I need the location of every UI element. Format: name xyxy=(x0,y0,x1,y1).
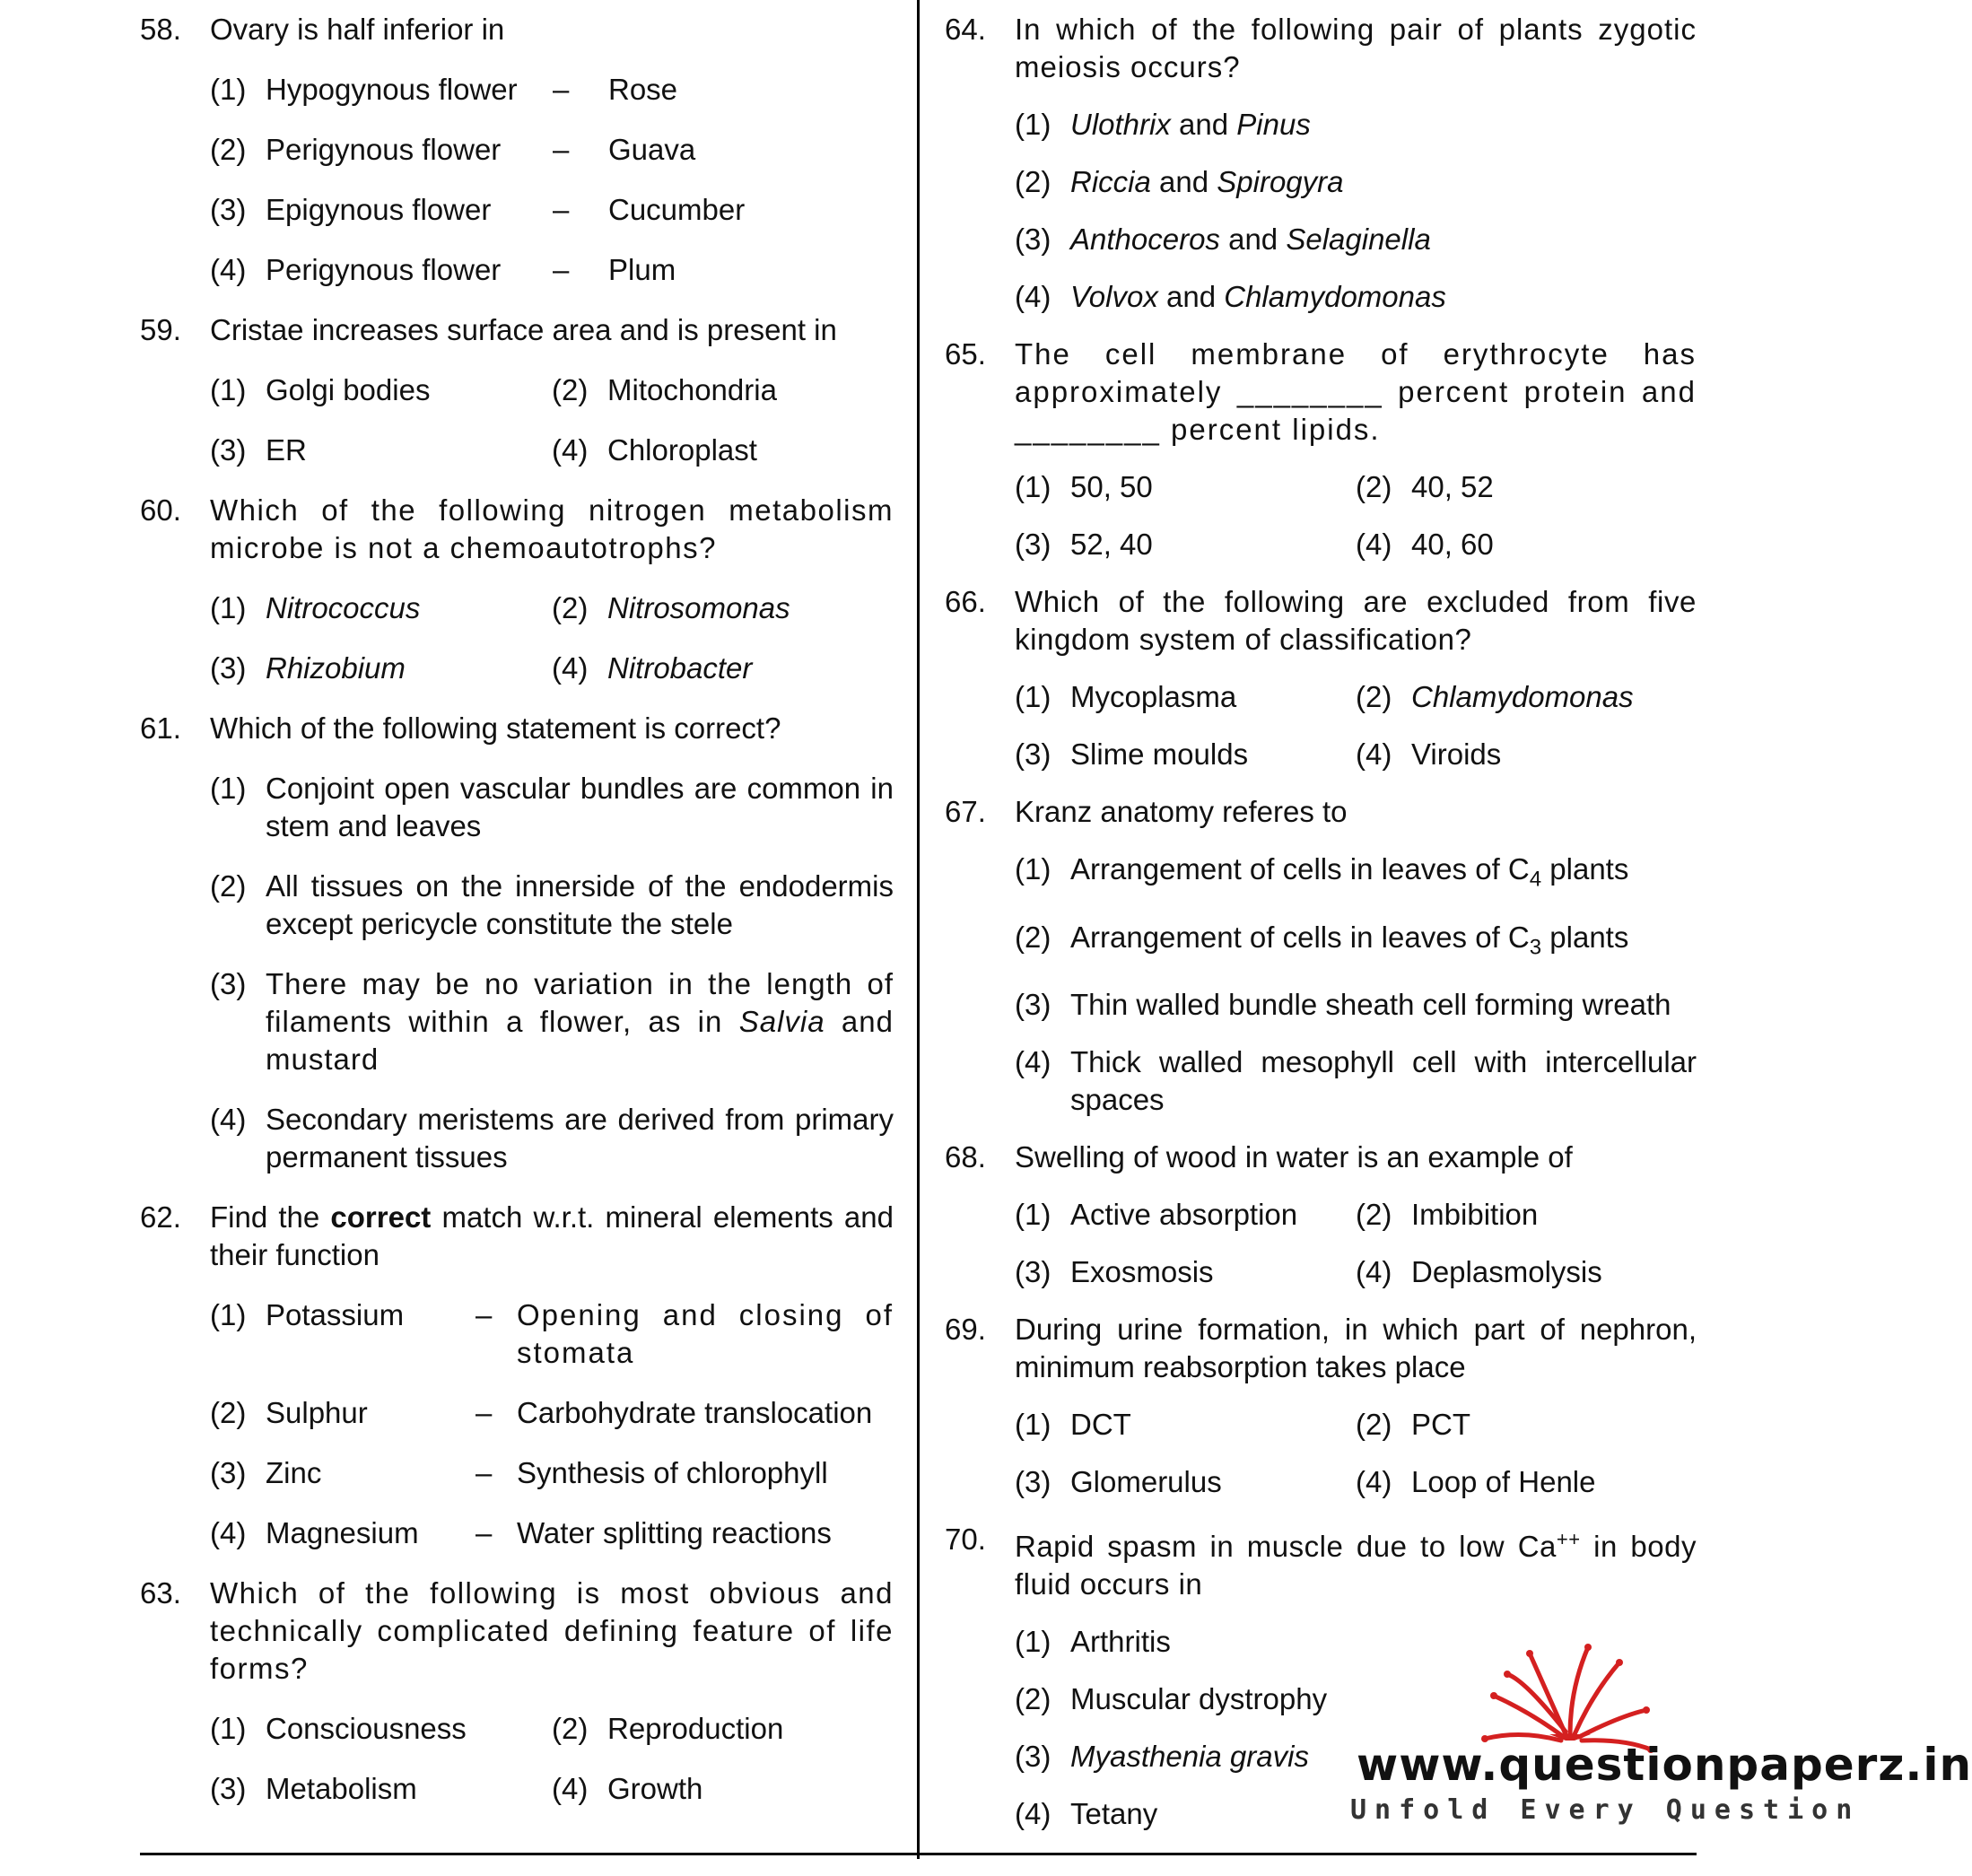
question-text: Kranz anatomy referes to xyxy=(1015,795,1348,828)
question-number: 63. xyxy=(140,1576,181,1610)
option[interactable]: (1) 50, 50 xyxy=(1015,470,1153,503)
option[interactable]: (4) Secondary meristems are derived from primary permanent tissues xyxy=(210,1103,894,1174)
option[interactable]: (2) Nitrosomonas xyxy=(552,591,790,624)
option[interactable]: (4) 40, 60 xyxy=(1356,528,1494,561)
question-text: Which of the following is most obvious and technically complicated defining feature of life forms? xyxy=(210,1576,894,1685)
question-number: 65. xyxy=(945,337,986,371)
column-divider xyxy=(917,0,920,1859)
option[interactable]: (2) Chlamydomonas xyxy=(1356,680,1634,713)
question-58 xyxy=(140,11,894,289)
answer-blank: ________ xyxy=(1015,413,1161,446)
answer-blank: ________ xyxy=(1236,375,1383,408)
option[interactable]: (1) Nitrococcus xyxy=(210,591,421,624)
option[interactable]: (4) Deplasmolysis xyxy=(1356,1255,1602,1289)
option[interactable]: (4) Tetany xyxy=(1015,1797,1158,1831)
option[interactable]: (2) Sulphur – Carbohydrate translocation xyxy=(210,1396,873,1429)
option[interactable]: (3) Exosmosis xyxy=(1015,1255,1214,1289)
option[interactable]: (1) Ulothrix and Pinus xyxy=(1015,108,1311,141)
option[interactable]: (1) Potassium – Opening and closing of stomata xyxy=(210,1298,894,1369)
question-number: 70. xyxy=(945,1523,986,1557)
option[interactable]: (4) Viroids xyxy=(1356,737,1502,771)
question-number: 69. xyxy=(945,1313,986,1347)
option[interactable]: (2) Mitochondria xyxy=(552,373,777,406)
option[interactable]: (4) Volvox and Chlamydomonas xyxy=(1015,280,1446,313)
option[interactable]: (1) DCT xyxy=(1015,1408,1131,1442)
question-text: Cristae increases surface area and is present in xyxy=(210,313,837,346)
option[interactable]: (1) Mycoplasma xyxy=(1015,680,1237,713)
right-column xyxy=(945,11,1697,1833)
option[interactable]: (4) Chloroplast xyxy=(552,433,757,467)
option[interactable]: (3) Myasthenia gravis xyxy=(1015,1740,1309,1774)
question-60 xyxy=(140,492,894,687)
question-69 xyxy=(945,1311,1697,1501)
option[interactable]: (3) There may be no variation in the length of filaments within a flower, as in Salvia and mustard xyxy=(210,967,894,1076)
question-text: Rapid spasm in muscle due to low Ca++ in body fluid occurs in xyxy=(1015,1528,1697,1601)
option[interactable]: (1) Arrangement of cells in leaves of $C_4$ plants xyxy=(1015,852,1629,892)
option[interactable]: (4) Nitrobacter xyxy=(552,651,753,685)
question-63 xyxy=(140,1575,894,1808)
option[interactable]: (4) Loop of Henle xyxy=(1356,1465,1596,1499)
question-61 xyxy=(140,710,894,1176)
question-number: 68. xyxy=(945,1140,986,1174)
option[interactable]: (4) Perigynous flower – Plum xyxy=(210,253,676,286)
bottom-rule xyxy=(140,1853,1697,1855)
option[interactable]: (1) Hypogynous flower – Rose xyxy=(210,73,678,106)
option[interactable]: (3) Rhizobium xyxy=(210,651,406,685)
option[interactable]: (3) Epigynous flower – Cucumber xyxy=(210,193,746,226)
logo-tagline: Unfold Every Question xyxy=(1350,1794,1861,1826)
option[interactable]: (2) Reproduction xyxy=(552,1712,784,1745)
option[interactable]: (3) Metabolism xyxy=(210,1772,417,1805)
option[interactable]: (2) Riccia and Spirogyra xyxy=(1015,165,1344,198)
option[interactable]: (4) Growth xyxy=(552,1772,703,1805)
question-number: 64. xyxy=(945,13,986,46)
question-67 xyxy=(945,793,1697,1119)
option[interactable]: (2) All tissues on the innerside of the endodermis except pericycle constitute the stele xyxy=(210,869,894,940)
question-number: 58. xyxy=(140,13,181,46)
question-number: 61. xyxy=(140,711,181,745)
option[interactable]: (1) Active absorption xyxy=(1015,1198,1298,1232)
option[interactable]: (1) Arthritis xyxy=(1015,1625,1171,1659)
question-text: Ovary is half inferior in xyxy=(210,13,505,46)
option[interactable]: (2) Perigynous flower – Guava xyxy=(210,133,696,166)
question-text: The cell membrane of erythrocyte has approximately ________ percent protein and ________ percent lipids. xyxy=(1015,337,1697,446)
option[interactable]: (3) Zinc – Synthesis of chlorophyll xyxy=(210,1456,828,1489)
option[interactable]: (2) PCT xyxy=(1356,1408,1470,1442)
question-62 xyxy=(140,1199,894,1552)
question-number: 59. xyxy=(140,313,181,346)
option[interactable]: (1) Conjoint open vascular bundles are common in stem and leaves xyxy=(210,772,894,842)
question-59 xyxy=(140,311,894,469)
option[interactable]: (4) Thick walled mesophyll cell with intercellular spaces xyxy=(1015,1045,1697,1117)
question-text: Which of the following are excluded from five kingdom system of classification? xyxy=(1015,585,1697,656)
question-text: Find the correct match w.r.t. mineral elements and their function xyxy=(210,1200,894,1271)
option[interactable]: (2) Muscular dystrophy xyxy=(1015,1682,1328,1716)
option[interactable]: (2) Arrangement of cells in leaves of $C_3$ plants xyxy=(1015,920,1629,960)
question-68 xyxy=(945,1139,1697,1291)
option[interactable]: (3) Thin walled bundle sheath cell forming wreath xyxy=(1015,988,1671,1022)
left-column xyxy=(140,11,894,1808)
option[interactable]: (3) Glomerulus xyxy=(1015,1465,1222,1499)
question-text: During urine formation, in which part of nephron, minimum reabsorption takes place xyxy=(1015,1313,1697,1384)
question-text: Which of the following statement is correct? xyxy=(210,711,781,745)
question-text: Which of the following nitrogen metabolism microbe is not a chemoautotrophs? xyxy=(210,493,894,564)
option[interactable]: (2) Imbibition xyxy=(1356,1198,1539,1232)
option[interactable]: (1) Golgi bodies xyxy=(210,373,431,406)
question-65 xyxy=(945,336,1697,563)
question-number: 66. xyxy=(945,585,986,618)
question-number: 67. xyxy=(945,795,986,828)
option[interactable]: (4) Magnesium – Water splitting reactions xyxy=(210,1516,832,1549)
option[interactable]: (3) Slime moulds xyxy=(1015,737,1249,771)
option[interactable]: (1) Consciousness xyxy=(210,1712,467,1745)
option[interactable]: (2) 40, 52 xyxy=(1356,470,1494,503)
question-number: 60. xyxy=(140,493,181,527)
question-text: In which of the following pair of plants zygotic meiosis occurs? xyxy=(1015,13,1697,83)
question-66 xyxy=(945,583,1697,773)
logo-site-name: www.questionpaperz.in xyxy=(1357,1739,1972,1791)
question-text: Swelling of wood in water is an example of xyxy=(1015,1140,1573,1174)
option[interactable]: (3) Anthoceros and Selaginella xyxy=(1015,223,1431,256)
question-number: 62. xyxy=(140,1200,181,1234)
option[interactable]: (3) ER xyxy=(210,433,307,467)
question-64 xyxy=(945,11,1697,316)
option[interactable]: (3) 52, 40 xyxy=(1015,528,1153,561)
